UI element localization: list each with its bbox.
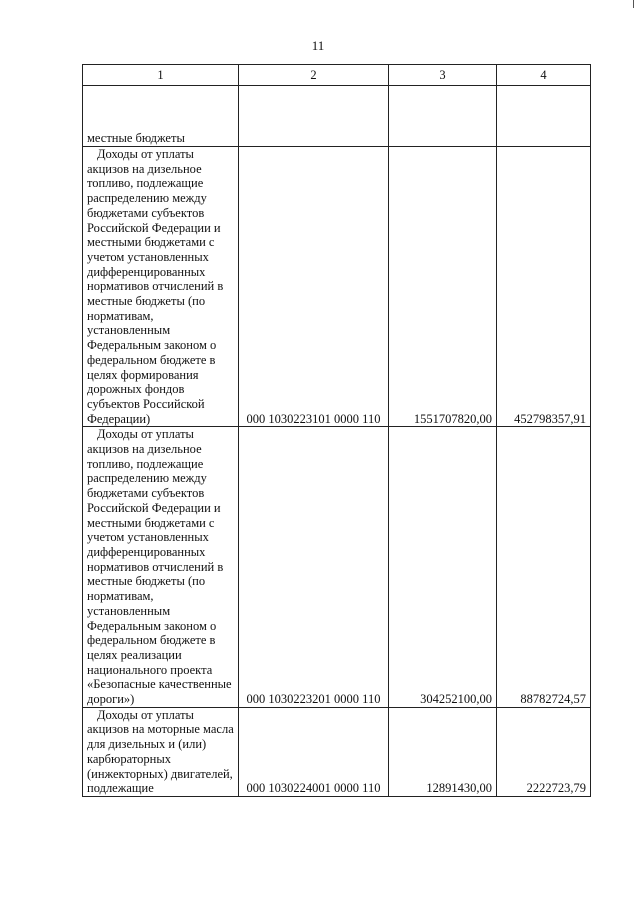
- row-code-cell: 000 1030223201 0000 110: [239, 427, 389, 707]
- row-value3-cell: 304252100,00: [389, 427, 497, 707]
- row-code-cell: [239, 86, 389, 147]
- row-value4-cell: 88782724,57: [497, 427, 591, 707]
- row-value3-cell: 12891430,00: [389, 707, 497, 796]
- column-header: 2: [239, 65, 389, 86]
- row-name-text: Доходы от уплаты акцизов на дизельное топливо, подлежащие распределению между бюджетами субъектов Российской Федерации и местными бюджетами с учетом установленных дифференцированных нормативов отчислений в местные бюджеты (по нормативам, установленным Федеральным законом о федеральном бюджете в целях формирования дорожных фондов субъектов Российской Федерации): [87, 147, 224, 426]
- row-name-cell: [83, 707, 239, 796]
- budget-table: [82, 64, 591, 797]
- column-header: 1: [83, 65, 239, 86]
- row-name-cell: местные бюджеты: [83, 86, 239, 147]
- row-name-cell: [83, 427, 239, 707]
- table-row: [83, 147, 591, 427]
- row-code-cell: 000 1030223101 0000 110: [239, 147, 389, 427]
- row-value4-cell: 452798357,91: [497, 147, 591, 427]
- table-header-row: [83, 65, 591, 86]
- row-name-text: Доходы от уплаты акцизов на дизельное топливо, подлежащие распределению между бюджетами субъектов Российской Федерации и местными бюджетами с учетом установленных дифференцированных нормативов отчислений в местные бюджеты (по нормативам, установленным Федеральным законом о федеральном бюджете в целях реализации национального проекта «Безопасные качественные дороги»): [87, 427, 232, 707]
- table-row: [83, 427, 591, 707]
- row-code-cell: 000 1030224001 0000 110: [239, 707, 389, 796]
- row-value4-cell: 2222723,79: [497, 707, 591, 796]
- table-row: [83, 86, 591, 147]
- column-header: 4: [497, 65, 591, 86]
- row-value3-cell: 1551707820,00: [389, 147, 497, 427]
- row-value3-cell: [389, 86, 497, 147]
- row-name-cell: [83, 147, 239, 427]
- page-number: 11: [311, 38, 325, 53]
- column-header: 3: [389, 65, 497, 86]
- table-row: [83, 707, 591, 796]
- row-name-text: Доходы от уплаты акцизов на моторные масла для дизельных и (или) карбюраторных (инжекторных) двигателей, подлежащие: [87, 707, 234, 796]
- page-edge-mark: [633, 0, 634, 8]
- row-value4-cell: [497, 86, 591, 147]
